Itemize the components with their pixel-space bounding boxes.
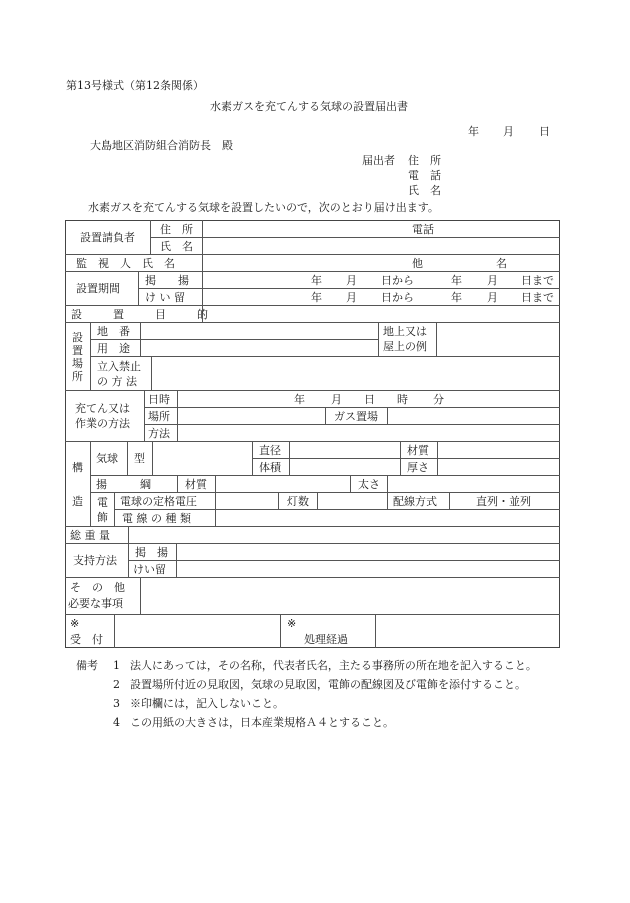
balloon-material-label: 材質 [407,444,429,457]
period-moor-month-end: 月 [487,291,498,304]
filling-day: 日 [364,393,375,406]
total-weight-label: 総 重 量 [70,529,110,542]
notes-label: 備考 [76,659,98,672]
period-raise-from: 日から [381,274,414,287]
contractor-phone-label: 電話 [412,223,434,236]
filling-place-field[interactable] [178,408,324,424]
period-moor-year-end: 年 [451,291,462,304]
form-number: 第13号様式（第12条関係） [66,79,204,92]
filling-method-field[interactable] [178,425,559,441]
bulb-voltage-label: 電球の定格電圧 [120,495,197,508]
purpose-label: 設 置 目 的 [71,308,218,321]
divider [90,441,91,526]
volume-field[interactable] [290,459,399,475]
supervisor-label: 監 視 人 氏 名 [76,257,175,270]
note-text-2: 設置場所付近の見取図，気球の見取図，電飾の配線図及び電飾を添付すること。 [130,678,526,691]
filling-datetime-field[interactable] [178,391,559,407]
rope-material-label: 材質 [185,478,207,491]
divider [252,441,253,475]
deco-label-1: 電 [97,496,108,509]
filling-minute: 分 [433,393,444,406]
divider [378,322,379,356]
period-moor-to: 日まで [521,291,554,304]
divider [387,492,388,509]
restrict-label-2: の 方 法 [97,375,137,388]
rope-material-field[interactable] [216,476,349,492]
filling-year: 年 [294,393,305,406]
contractor-name-label: 氏 名 [160,240,193,253]
period-raise-month-end: 月 [487,274,498,287]
date-year-label: 年 [468,125,479,138]
support-raise-field[interactable] [177,544,559,560]
period-raise-year-end: 年 [451,274,462,287]
other-field[interactable] [141,578,559,614]
restrict-label-1: 立入禁止 [97,360,141,373]
filling-label-2: 作業の方法 [75,417,130,430]
period-label: 設置期間 [76,282,120,295]
period-moor-from: 日から [381,291,414,304]
divider [278,492,279,509]
ground-roof-label-2: 屋上の例 [383,340,427,353]
note-text-1: 法人にあっては，その名称，代表者氏名，主たる事務所の所在地を記入すること。 [130,659,537,672]
period-raise-month: 月 [346,274,357,287]
balloon-thickness-field[interactable] [438,459,559,475]
total-weight-field[interactable] [129,527,559,543]
divider [400,441,401,475]
location-lot-label: 地 番 [97,325,130,338]
reception-field [115,615,279,648]
wiring-label: 配線方式 [393,495,437,508]
note-text-4: この用紙の大きさは，日本産業規格Ａ４とすること。 [130,716,394,729]
contractor-label: 設置請負者 [80,231,135,244]
support-moor-field[interactable] [177,561,559,577]
location-use-field[interactable] [141,340,377,356]
structure-label-bottom: 造 [72,495,83,508]
note-num-2: 2 [113,678,120,691]
diameter-field[interactable] [290,442,399,458]
date-month-label: 月 [503,125,514,138]
divider [280,614,281,648]
location-lot-field[interactable] [141,323,377,339]
form-title: 水素ガスを充てんする気球の設置届出書 [210,100,408,113]
divider [350,475,351,492]
intro-text: 水素ガスを充てんする気球を設置したいので，次のとおり届け出ます。 [88,201,439,214]
balloon-type-field[interactable] [153,442,251,475]
ground-roof-label-1: 地上又は [383,325,427,338]
restrict-method-field[interactable] [152,357,559,390]
ground-roof-field[interactable] [437,323,559,356]
supervisor-count-suffix: 名 [496,257,507,270]
balloon-thickness-label: 厚さ [407,461,429,474]
note-text-3: ※印欄には，記入しないこと。 [130,697,284,710]
period-raise-label: 掲 揚 [145,274,189,287]
contractor-address-label: 住 所 [160,223,193,236]
applicant-name-label: 氏 名 [408,184,441,197]
support-raise-label: 掲 揚 [135,546,168,559]
wire-type-field[interactable] [216,510,559,526]
addressee: 大島地区消防組合消防長 殿 [90,139,233,152]
divider [177,475,178,492]
wire-type-label: 電 線 の 種 類 [122,512,191,525]
period-raise-to: 日まで [521,274,554,287]
divider [127,441,128,475]
contractor-address-field[interactable] [203,221,559,237]
note-num-4: 4 [113,716,120,729]
bulb-voltage-field[interactable] [216,493,277,509]
reception-mark: ※ [70,617,80,630]
filling-hour: 時 [397,393,408,406]
period-raise-field[interactable] [203,272,559,288]
filling-datetime-label: 日時 [148,393,170,406]
location-use-label: 用 途 [97,342,130,355]
divider [150,220,151,254]
applicant-phone-label: 電 話 [408,169,441,182]
filling-label-1: 充てん又は [75,402,130,415]
period-raise-year: 年 [311,274,322,287]
deco-label-2: 飾 [97,511,108,524]
period-moor-label: け い 留 [145,291,185,304]
rope-thickness-field[interactable] [388,476,559,492]
structure-label-top: 構 [72,461,83,474]
lamp-count-label: 灯数 [287,495,309,508]
reception-label: 受 付 [70,633,103,646]
process-label: 処理経過 [304,633,348,646]
volume-label: 体積 [259,461,281,474]
location-label: 設置場所 [72,331,83,383]
gas-storage-field[interactable] [388,408,559,424]
process-field [376,615,559,648]
support-moor-label: けい留 [133,563,166,576]
note-num-3: 3 [113,697,120,710]
date-day-label: 日 [539,125,550,138]
contractor-name-field[interactable] [203,238,559,254]
divider [128,543,129,577]
balloon-label: 気球 [96,452,118,465]
lamp-count-field[interactable] [318,493,386,509]
note-num-1: 1 [113,659,120,672]
divider [144,390,145,441]
divider [325,407,326,424]
period-moor-field[interactable] [203,289,559,305]
other-label-2: 必要な事項 [68,597,123,610]
process-mark: ※ [287,617,297,630]
wiring-value[interactable]: 直列・並列 [476,495,531,508]
purpose-field[interactable] [203,306,559,322]
diameter-label: 直径 [259,444,281,457]
divider [90,322,91,390]
rope-thickness-label: 太さ [358,478,380,491]
filling-method-label: 方法 [148,427,170,440]
supervisor-count-field[interactable] [425,255,495,271]
balloon-material-field[interactable] [438,442,559,458]
filling-month: 月 [331,393,342,406]
period-moor-year: 年 [311,291,322,304]
other-label-1: そ の 他 [70,581,125,594]
supervisor-other-label: 他 [412,257,423,270]
period-moor-month: 月 [346,291,357,304]
divider [449,492,450,509]
divider [114,492,115,526]
applicant-address-label: 住 所 [408,154,441,167]
support-label: 支持方法 [73,554,117,567]
rope-label: 揚 綱 [96,478,151,491]
balloon-type-label: 型 [134,452,145,465]
divider [138,271,139,305]
filling-place-label: 場所 [148,410,170,423]
applicant-label: 届出者 [362,154,395,167]
supervisor-name-field[interactable] [203,255,413,271]
gas-storage-label: ガス置場 [334,410,378,423]
